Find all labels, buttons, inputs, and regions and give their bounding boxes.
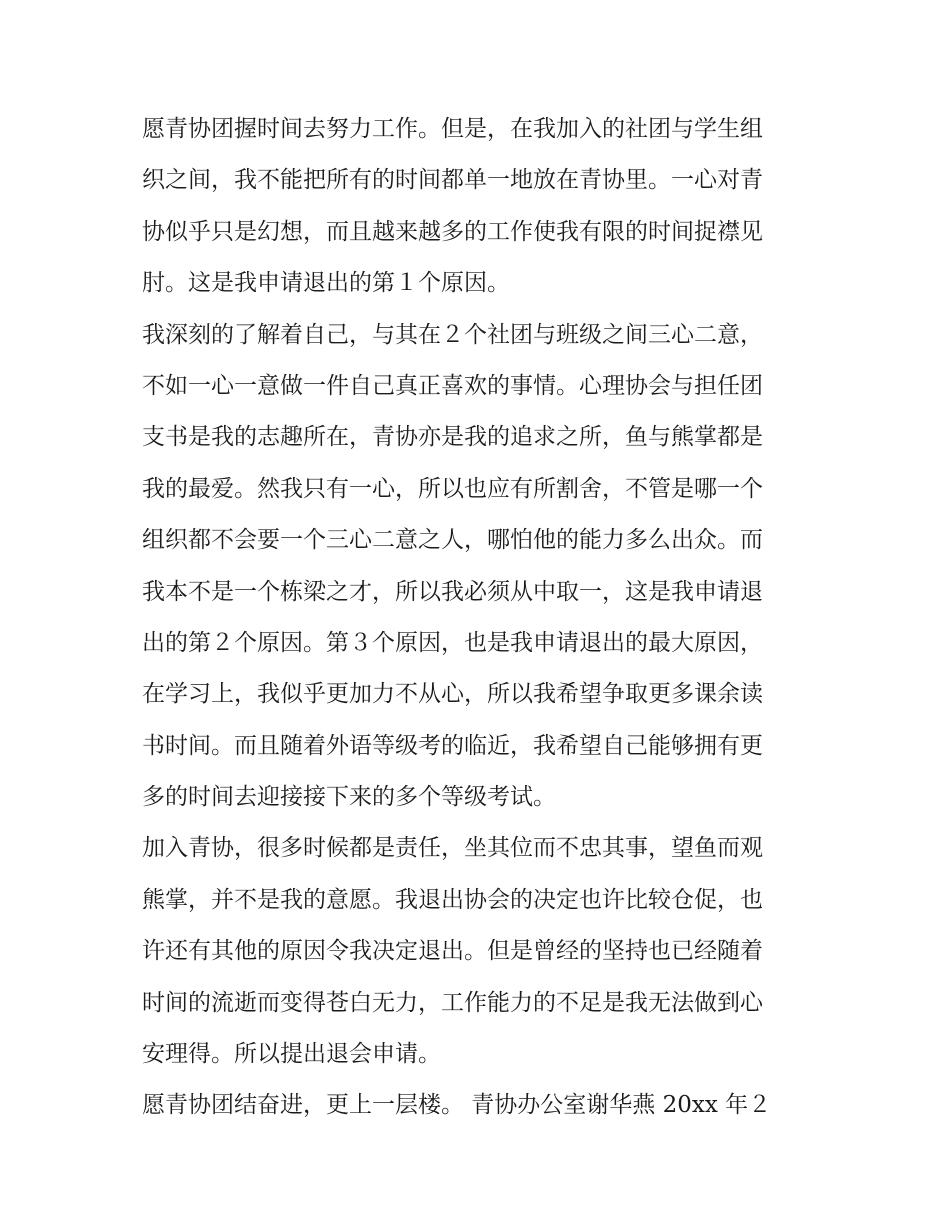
text-line: 愿青协团结奋进，更上一层楼。 青协办公室谢华燕 20xx 年２ — [142, 1092, 772, 1119]
text-line: 组织都不会要一个三心二意之人，哪怕他的能力多么出众。而 — [142, 527, 763, 554]
text-line: 我的最爱。然我只有一心，所以也应有所割舍，不管是哪一个 — [142, 475, 763, 502]
text-line: 多的时间去迎接接下来的多个等级考试。 — [142, 784, 556, 811]
text-line: 我深刻的了解着自己，与其在２个社团与班级之间三心二意， — [142, 321, 763, 348]
paragraph-3 — [142, 823, 814, 1080]
text-line: 加入青协，很多时候都是责任，坐其位而不忠其事，望鱼而观 — [142, 835, 763, 862]
text-line: 支书是我的志趣所在，青协亦是我的追求之所，鱼与熊掌都是 — [142, 424, 763, 451]
text-line: 书时间。而且随着外语等级考的临近，我希望自己能够拥有更 — [142, 732, 763, 759]
document-body — [142, 104, 814, 1132]
text-line: 不如一心一意做一件自己真正喜欢的事情。心理协会与担任团 — [142, 372, 763, 399]
text-line: 许还有其他的原因令我决定退出。但是曾经的坚持也已经随着 — [142, 938, 763, 965]
text-line: 出的第２个原因。第３个原因，也是我申请退出的最大原因， — [142, 629, 763, 656]
text-line: 织之间，我不能把所有的时间都单一地放在青协里。一心对青 — [142, 167, 763, 194]
text-line: 安理得。所以提出退会申请。 — [142, 1041, 441, 1068]
text-line: 肘。这是我申请退出的第１个原因。 — [142, 270, 510, 297]
text-line: 我本不是一个栋梁之才，所以我必须从中取一，这是我申请退 — [142, 578, 763, 605]
text-line: 协似乎只是幻想，而且越来越多的工作使我有限的时间捉襟见 — [142, 218, 763, 245]
text-line: 在学习上，我似乎更加力不从心，所以我希望争取更多课余读 — [142, 681, 763, 708]
paragraph-1 — [142, 104, 814, 310]
text-line: 愿青协团握时间去努力工作。但是，在我加入的社团与学生组 — [142, 116, 763, 142]
paragraph-4 — [142, 1080, 814, 1131]
paragraph-2 — [142, 310, 814, 824]
text-line: 时间的流逝而变得苍白无力，工作能力的不足是我无法做到心 — [142, 989, 763, 1016]
text-line: 熊掌，并不是我的意愿。我退出协会的决定也许比较仓促，也 — [142, 886, 763, 913]
